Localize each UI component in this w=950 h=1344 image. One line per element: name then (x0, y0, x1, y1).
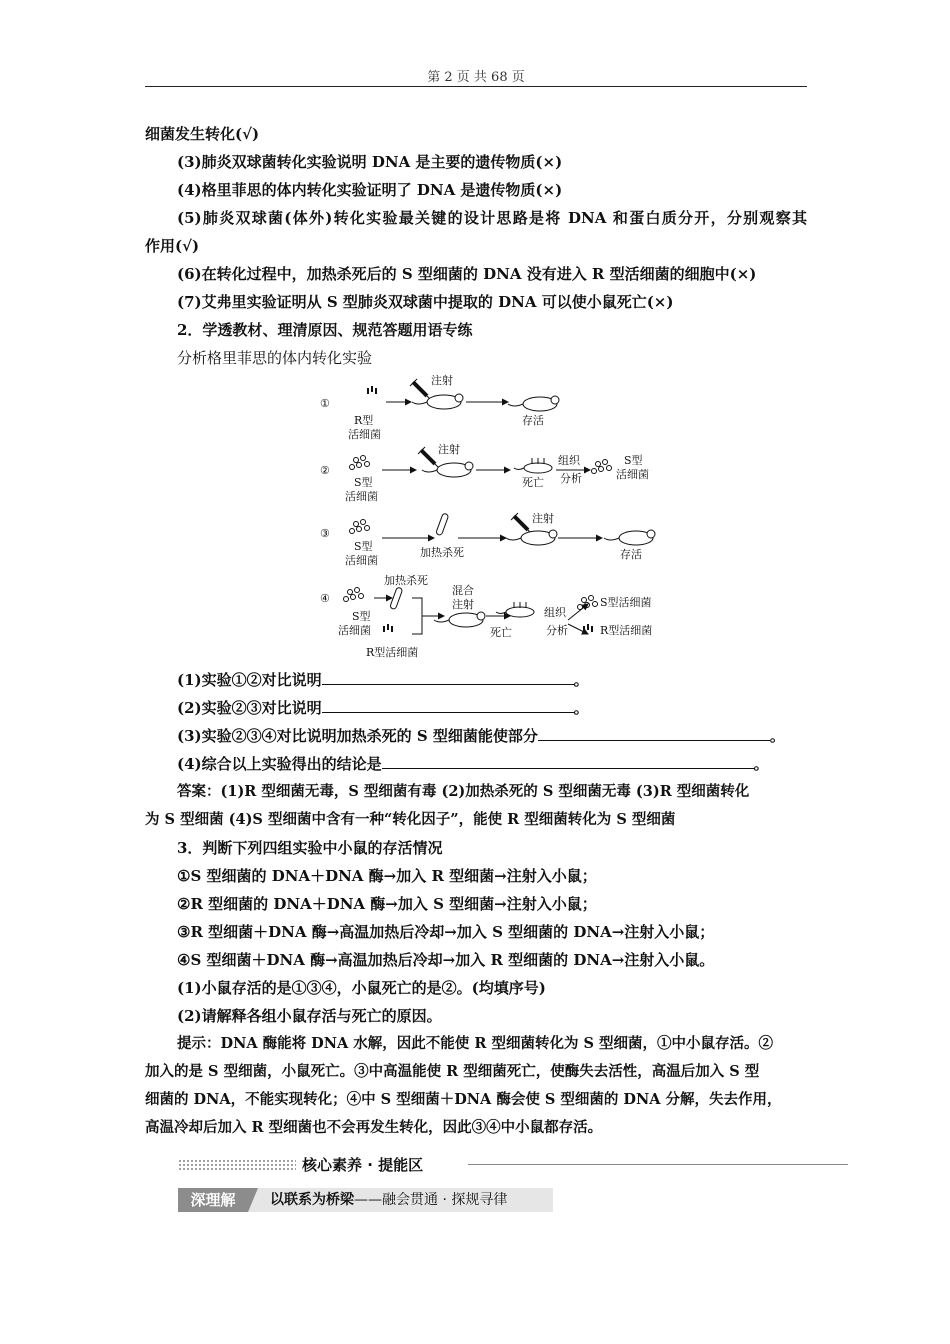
section-banner (178, 1153, 848, 1177)
judgment-item-3: (3)肺炎双球菌转化实验说明 DNA 是主要的遗传物质(×) (177, 153, 563, 171)
s-bacteria-icon (578, 596, 598, 610)
exp-3-heat-kill: 加热杀死 (420, 546, 464, 559)
s-bacteria-icon (350, 520, 370, 534)
question-3 (177, 726, 842, 746)
exp-1-inject: 注射 (431, 374, 453, 387)
exp-3-s-type: S型 (354, 540, 373, 553)
r-bacteria-icon (584, 624, 592, 632)
exp-4-dead: 死亡 (490, 626, 512, 639)
exp-2-tissue: 组织 (558, 454, 580, 467)
exp-2-s-type: S型 (354, 476, 373, 489)
exp-4-heat-kill: 加热杀死 (384, 574, 428, 587)
mouse-icon (506, 530, 557, 545)
exp-3-live-bacteria: 活细菌 (345, 554, 378, 567)
judgment-item-5-end: 作用(√) (145, 237, 200, 255)
s-bacteria-icon (350, 456, 370, 470)
header-rule (145, 86, 807, 87)
exp-1-live-bacteria: 活细菌 (348, 428, 381, 441)
question-3-text: (3)实验②③④对比说明加热杀死的 S 型细菌能使部分 (177, 727, 538, 745)
answer-blank-3[interactable] (538, 726, 770, 741)
section-2-title: 2．学透教材、理清原因、规范答题用语专练 (177, 321, 473, 339)
mouse-icon (604, 530, 655, 545)
mouse-icon (508, 396, 559, 411)
exp-1-r-type: R型 (354, 414, 374, 427)
exp-4-analysis: 分析 (546, 624, 568, 637)
test-tube-icon (436, 513, 449, 536)
exp-2-live-bacteria: 活细菌 (345, 490, 378, 503)
experiment-3: ③R 型细菌＋DNA 酶→高温加热后冷却→加入 S 型细菌的 DNA→注射入小鼠； (177, 923, 715, 941)
page-header: 第 2 页 共 68 页 (427, 70, 525, 85)
exp-2-dead: 死亡 (522, 476, 544, 489)
answer-line-1: 答案：(1)R 型细菌无毒，S 型细菌有毒 (2)加热杀死的 S 型细菌无毒 (3)R 型细菌转化 (177, 783, 750, 800)
exp-1-survive: 存活 (522, 414, 544, 427)
hint-line-1: 提示：DNA 酶能将 DNA 水解，因此不能使 R 型细菌转化为 S 型细菌，①中小鼠存活。② (177, 1035, 774, 1052)
section-2-subtitle: 分析格里菲思的体内转化实验 (177, 349, 373, 367)
exp-2-analysis: 分析 (560, 472, 582, 485)
experiment-1: ①S 型细菌的 DNA＋DNA 酶→加入 R 型细菌→注射入小鼠； (177, 867, 597, 885)
exp-4-r-live-result: R型活细菌 (600, 624, 653, 637)
period: 。 (769, 727, 785, 745)
subsection-dash: —— (354, 1192, 382, 1208)
s-bacteria-icon (344, 588, 364, 602)
exp-4-live-bacteria: 活细菌 (338, 624, 371, 637)
section-3-question-2: (2)请解释各组小鼠存活与死亡的原因。 (177, 1007, 442, 1025)
judgment-continuation: 细菌发生转化(√) (145, 125, 260, 143)
mouse-icon (412, 394, 463, 409)
griffith-experiment-diagram (318, 372, 668, 664)
judgment-item-7: (7)艾弗里实验证明从 S 型肺炎双球菌中提取的 DNA 可以使小鼠死亡(×) (177, 293, 674, 311)
exp-4-mix: 混合 (452, 584, 474, 597)
banner-rule (468, 1164, 848, 1165)
question-1-text: (1)实验①②对比说明 (177, 671, 322, 689)
section-3-title: 3．判断下列四组实验中小鼠的存活情况 (177, 839, 443, 857)
period: 。 (573, 671, 589, 689)
hint-line-3: 细菌的 DNA，不能实现转化；④中 S 型细菌＋DNA 酶会使 S 型细菌的 DNA 分解，失去作用， (145, 1091, 782, 1108)
exp-2-s-type-result: S型 (624, 454, 643, 467)
question-2 (177, 698, 842, 718)
banner-dots (178, 1159, 296, 1171)
experiment-4: ④S 型细菌＋DNA 酶→高温加热后冷却→加入 R 型细菌的 DNA→注射入小鼠。 (177, 951, 715, 969)
exp-4-inject: 注射 (452, 598, 474, 611)
exp-4-s-live-result: S型活细菌 (600, 596, 652, 609)
subsection-heading-main: 以联系为桥梁 (270, 1192, 354, 1208)
section-3-question-1: (1)小鼠存活的是①③④，小鼠死亡的是②。(均填序号) (177, 979, 546, 997)
answer-blank-2[interactable] (322, 698, 574, 713)
exp-4-s-type: S型 (352, 610, 371, 623)
dead-mouse-icon (496, 602, 534, 617)
judgment-item-6: (6)在转化过程中，加热杀死后的 S 型细菌的 DNA 没有进入 R 型活细菌的细胞中(×) (177, 265, 757, 283)
exp-4-number: ④ (320, 592, 330, 605)
exp-3-number: ③ (320, 527, 330, 540)
subsection-heading-tail: 融会贯通 · 探规寻律 (382, 1192, 508, 1208)
r-bacteria-icon (384, 624, 392, 632)
question-1 (177, 670, 842, 690)
question-2-text: (2)实验②③对比说明 (177, 699, 322, 717)
exp-2-live-bacteria-result: 活细菌 (616, 468, 649, 481)
subsection-bar (178, 1188, 553, 1212)
subsection-heading (270, 1188, 507, 1212)
mouse-icon (422, 462, 473, 477)
subsection-tag: 深理解 (178, 1188, 248, 1212)
exp-4-r-live: R型活细菌 (366, 646, 419, 659)
judgment-item-4: (4)格里菲思的体内转化实验证明了 DNA 是遗传物质(×) (177, 181, 563, 199)
period: 。 (573, 699, 589, 717)
s-bacteria-icon (592, 460, 612, 474)
exp-2-number: ② (320, 464, 330, 477)
exp-2-inject: 注射 (438, 443, 460, 456)
r-bacteria-icon (368, 386, 376, 394)
answer-blank-4[interactable] (382, 754, 754, 769)
exp-1-number: ① (320, 397, 330, 410)
exp-4-tissue: 组织 (544, 606, 566, 619)
question-4-text: (4)综合以上实验得出的结论是 (177, 755, 382, 773)
mouse-icon (434, 612, 485, 627)
experiment-2: ②R 型细菌的 DNA＋DNA 酶→加入 S 型细菌→注射入小鼠； (177, 895, 597, 913)
judgment-item-5: (5)肺炎双球菌(体外)转化实验最关键的设计思路是将 DNA 和蛋白质分开，分别观察其 (177, 209, 807, 227)
tag-notch (248, 1188, 258, 1212)
banner-title: 核心素养 · 提能区 (302, 1156, 424, 1174)
exp-3-survive: 存活 (620, 548, 642, 561)
answer-blank-1[interactable] (322, 670, 574, 685)
hint-line-2: 加入的是 S 型细菌，小鼠死亡。③中高温能使 R 型细菌死亡，使酶失去活性，高温后加入 S 型 (145, 1063, 760, 1080)
period: 。 (753, 755, 769, 773)
dead-mouse-icon (514, 458, 552, 473)
exp-3-inject: 注射 (532, 512, 554, 525)
question-4 (177, 754, 842, 774)
hint-line-4: 高温冷却后加入 R 型细菌也不会再发生转化，因此③④中小鼠都存活。 (145, 1119, 603, 1136)
answer-line-2: 为 S 型细菌 (4)S 型细菌中含有一种“转化因子”，能使 R 型细菌转化为 S 型细菌 (145, 811, 676, 828)
